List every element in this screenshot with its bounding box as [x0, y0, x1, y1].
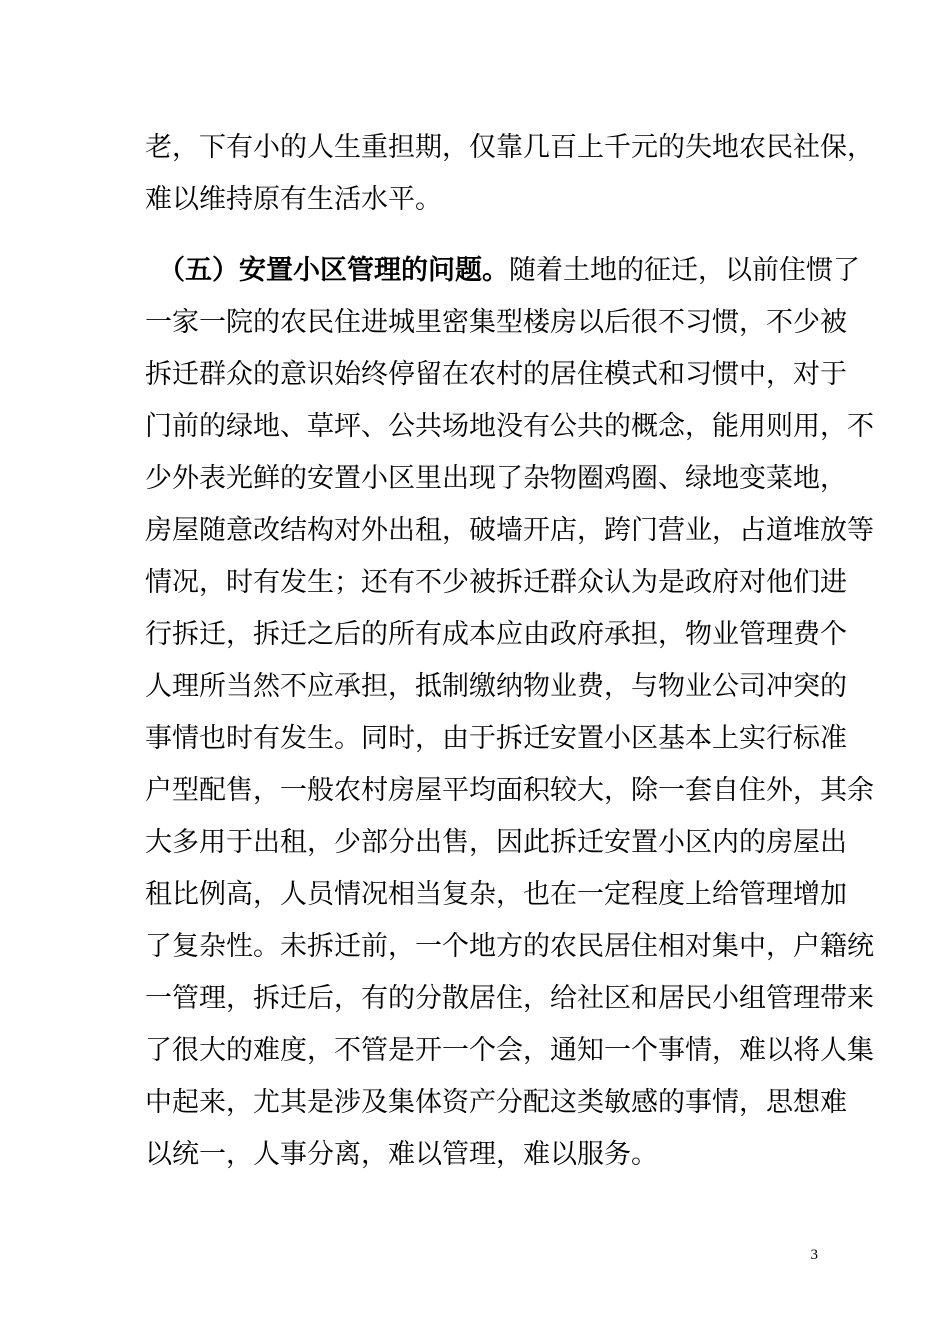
- paragraph-line: 中起来，尤其是涉及集体资产分配这类敏感的事情，思想难: [145, 1087, 847, 1118]
- paragraph-1: [145, 122, 874, 226]
- paragraph-line: 大多用于出租，少部分出售，因此拆迁安置小区内的房屋出: [145, 827, 847, 858]
- paragraph-line: 拆迁群众的意识始终停留在农村的居住模式和习惯中，对于: [145, 359, 847, 390]
- paragraph-line: 房屋随意改结构对外出租，破墙开店，跨门营业，占道堆放等: [145, 515, 874, 546]
- paragraph-line-rest: 随着土地的征迁，以前住惯了: [509, 255, 860, 286]
- paragraph-line: 人理所当然不应承担，抵制缴纳物业费，与物业公司冲突的: [145, 671, 847, 702]
- paragraph-line: 租比例高，人员情况相当复杂，也在一定程度上给管理增加: [145, 879, 847, 910]
- section-heading: （五）安置小区管理的问题。: [158, 255, 509, 286]
- page-number: 3: [810, 1247, 818, 1263]
- paragraph-line: 门前的绿地、草坪、公共场地没有公共的概念，能用则用，不: [145, 411, 874, 442]
- paragraph-2: [145, 245, 874, 1181]
- paragraph-line: 以统一，人事分离，难以管理，难以服务。: [145, 1139, 658, 1170]
- paragraph-line: 了很大的难度，不管是开一个会，通知一个事情，难以将人集: [145, 1035, 874, 1066]
- paragraph-line: 情况，时有发生；还有不少被拆迁群众认为是政府对他们进: [145, 567, 847, 598]
- paragraph-line: 一家一院的农民住进城里密集型楼房以后很不习惯，不少被: [145, 307, 847, 338]
- paragraph-line: 少外表光鲜的安置小区里出现了杂物圈鸡圈、绿地变菜地，: [145, 463, 847, 494]
- paragraph-first-line: [145, 245, 860, 297]
- paragraph-line: 难以维持原有生活水平。: [145, 184, 442, 215]
- paragraph-line: 行拆迁，拆迁之后的所有成本应由政府承担，物业管理费个: [145, 619, 847, 650]
- paragraph-line: 老，下有小的人生重担期，仅靠几百上千元的失地农民社保，: [145, 132, 874, 163]
- paragraph-line: 事情也时有发生。同时，由于拆迁安置小区基本上实行标准: [145, 723, 847, 754]
- paragraph-line: 了复杂性。未拆迁前，一个地方的农民居住相对集中，户籍统: [145, 931, 874, 962]
- paragraph-line: 户型配售，一般农村房屋平均面积较大，除一套自住外，其余: [145, 775, 874, 806]
- paragraph-line: 一管理，拆迁后，有的分散居住，给社区和居民小组管理带来: [145, 983, 874, 1014]
